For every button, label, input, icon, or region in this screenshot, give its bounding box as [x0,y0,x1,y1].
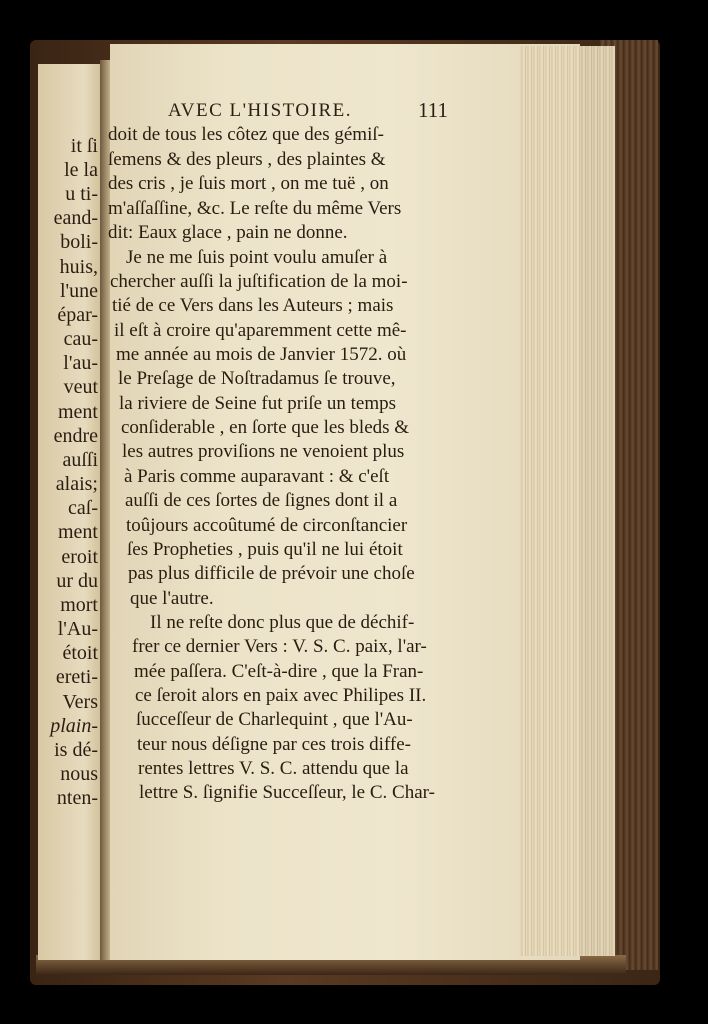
text-line: Il ne reſte donc plus que de déchif- [150,612,415,633]
left-line: eand- [53,207,98,229]
left-line: it ſi [70,135,98,157]
text-line: m'aſſaſſine, &c. Le reſte du même Vers [108,198,402,219]
page-edges [520,46,615,956]
page-number: 111 [418,98,448,122]
text-line: à Paris comme auparavant : & c'eſt [124,466,390,487]
left-line: épar- [57,304,98,326]
left-line: l'au- [63,352,98,374]
text-line: tié de ce Vers dans les Auteurs ; mais [112,295,394,316]
text-line: lettre S. ſignifie Succeſſeur, le C. Char- [139,782,435,803]
text-line: ſes Propheties , puis qu'il ne lui étoit [127,539,403,560]
text-line: dit: Eaux glace , pain ne donne. [108,222,348,243]
text-line: mée paſſera. C'eſt-à-dire , que la Fran- [134,661,424,682]
left-line: boli- [60,231,98,253]
left-line: l'une [59,280,98,302]
left-line: is dé- [54,739,98,761]
text-line: ce ſeroit alors en paix avec Philipes II. [135,685,427,706]
left-line: veut [63,376,98,398]
left-line: alais; [55,473,98,495]
text-line: des cris , je ſuis mort , on me tuë , on [108,173,389,194]
text-line: que l'autre. [130,588,214,609]
text-line: le Preſage de Noſtradamus ſe trouve, [118,368,396,389]
left-line: eroit [61,546,98,568]
left-line: u ti- [65,183,98,205]
text-line: teur nous déſigne par ces trois diffe- [137,734,412,755]
text-line: ſemens & des pleurs , des plaintes & [108,149,386,170]
running-head: AVEC L'HISTOIRE. [168,100,353,121]
text-line: ſucceſſeur de Charlequint , que l'Au- [136,709,413,730]
text-line: Je ne me ſuis point voulu amuſer à [126,247,388,268]
text-line: il eſt à croire qu'aparemment cette mê- [114,320,407,341]
left-line: le la [64,159,98,181]
text-line: me année au mois de Janvier 1572. où [116,344,407,365]
left-line: huis, [59,256,98,278]
left-page [38,64,104,960]
left-line: ur du [56,570,98,592]
left-line: plain- [50,715,98,737]
text-line: toûjours accoûtumé de circonſtancier [126,515,408,536]
left-line: mort [60,594,98,616]
left-line: ment [58,521,98,543]
left-line: cau- [63,328,98,350]
text-line: chercher auſſi la juſtification de la moi- [110,271,408,292]
text-line: auſſi de ces ſortes de ſignes dont il a [125,490,398,511]
text-line: doit de tous les côtez que des gémiſ- [108,124,384,145]
text-line: conſiderable , en ſorte que les bleds & [121,417,410,438]
left-line: nous [60,763,98,785]
left-line: ment [58,401,98,423]
left-line: caſ- [68,497,98,519]
left-line: l'Au- [57,618,98,640]
left-line: endre [53,425,98,447]
text-line: la riviere de Seine fut priſe un temps [119,393,396,414]
text-line: frer ce dernier Vers : V. S. C. paix, l'ar- [132,636,427,657]
text-line: pas plus difficile de prévoir une choſe [128,563,415,584]
left-line: nten- [56,787,98,809]
left-line: ereti- [55,666,98,688]
left-line: Vers [62,691,98,713]
text-line: les autres proviſions ne venoient plus [122,441,405,462]
text-line: rentes lettres V. S. C. attendu que la [138,758,409,779]
left-line: étoit [62,642,98,664]
left-line: auſſi [62,449,98,471]
